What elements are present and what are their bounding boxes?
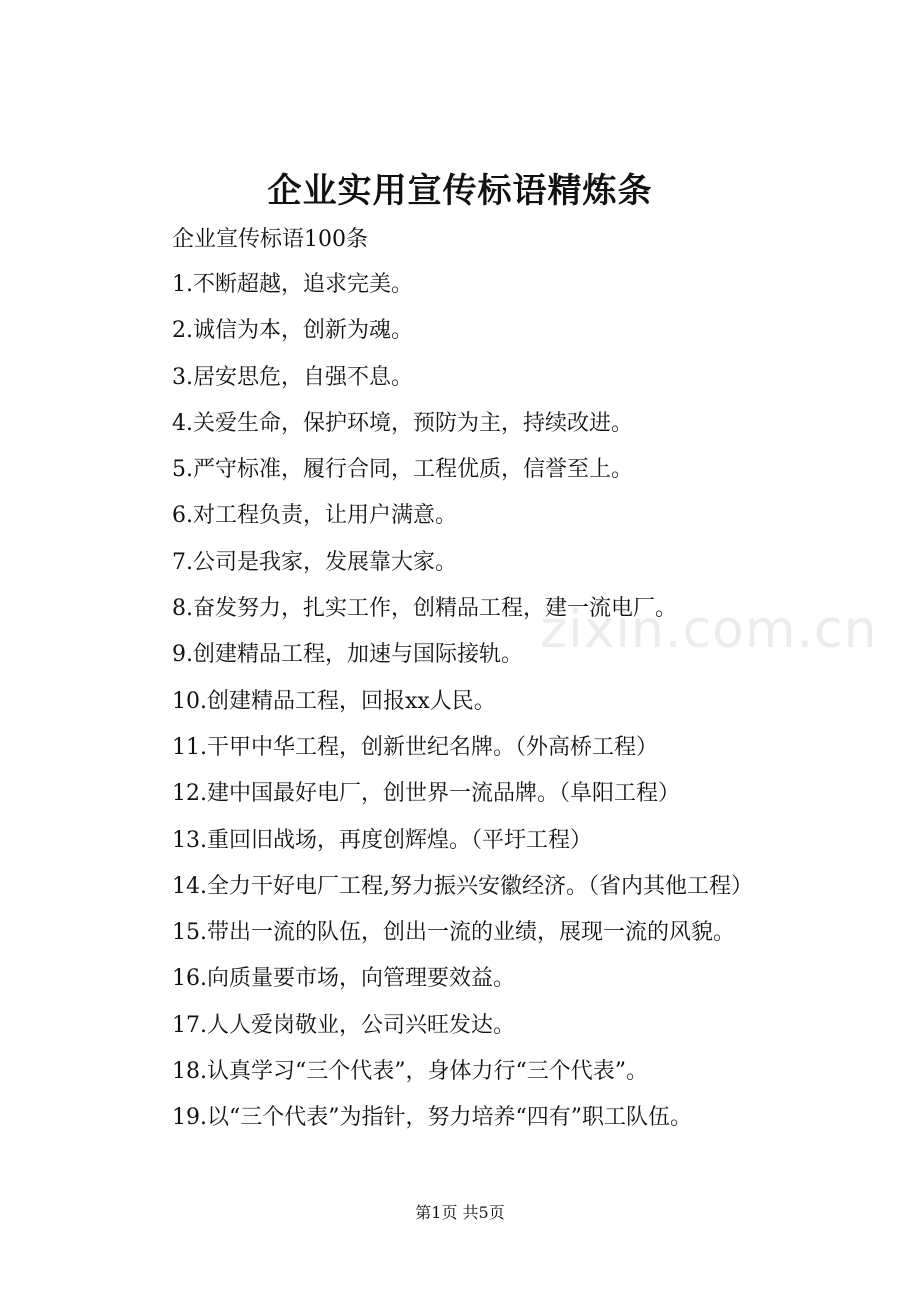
page-footer: 第1页 共5页 <box>415 1203 505 1222</box>
list-item: 2.诚信为本，创新为魂。 <box>172 318 413 344</box>
list-item: 5.严守标准，履行合同，工程优质，信誉至上。 <box>172 457 633 483</box>
list-item: 12.建中国最好电厂，创世界一流品牌。（阜阳工程） <box>172 781 680 807</box>
list-item: 16.向质量要市场，向管理要效益。 <box>172 966 515 992</box>
list-item: 7.公司是我家，发展靠大家。 <box>172 549 457 575</box>
watermark: zixin.com.cn <box>540 600 878 660</box>
list-item: 6.对工程负责，让用户满意。 <box>172 503 457 529</box>
list-item: 19.以“三个代表”为指针，努力培养“四有”职工队伍。 <box>172 1105 692 1131</box>
slogan-list <box>172 266 892 1146</box>
list-item: 17.人人爱岗敬业，公司兴旺发达。 <box>172 1012 515 1038</box>
list-item: 10.创建精品工程，回报xx人民。 <box>172 688 496 714</box>
list-item: 9.创建精品工程，加速与国际接轨。 <box>172 642 523 668</box>
list-item: 1.不断超越，追求完美。 <box>172 272 413 297</box>
list-item: 8.奋发努力，扎实工作，创精品工程，建一流电厂。 <box>172 596 677 622</box>
list-item: 14.全力干好电厂工程,努力振兴安徽经济。（省内其他工程） <box>172 873 753 899</box>
list-item: 18.认真学习“三个代表”，身体力行“三个代表”。 <box>172 1059 648 1085</box>
list-item: 4.关爱生命，保护环境，预防为主，持续改进。 <box>172 410 633 436</box>
document-title: 企业实用宣传标语精炼条 <box>267 171 653 211</box>
list-item: 15.带出一流的队伍，创出一流的业绩，展现一流的风貌。 <box>172 920 735 946</box>
document-subtitle: 企业宣传标语100条 <box>172 227 368 252</box>
list-item: 3.居安思危，自强不息。 <box>172 364 413 390</box>
list-item: 13.重回旧战场，再度创辉煌。（平圩工程） <box>172 827 592 853</box>
list-item: 11.干甲中华工程，创新世纪名牌。（外高桥工程） <box>172 734 658 760</box>
